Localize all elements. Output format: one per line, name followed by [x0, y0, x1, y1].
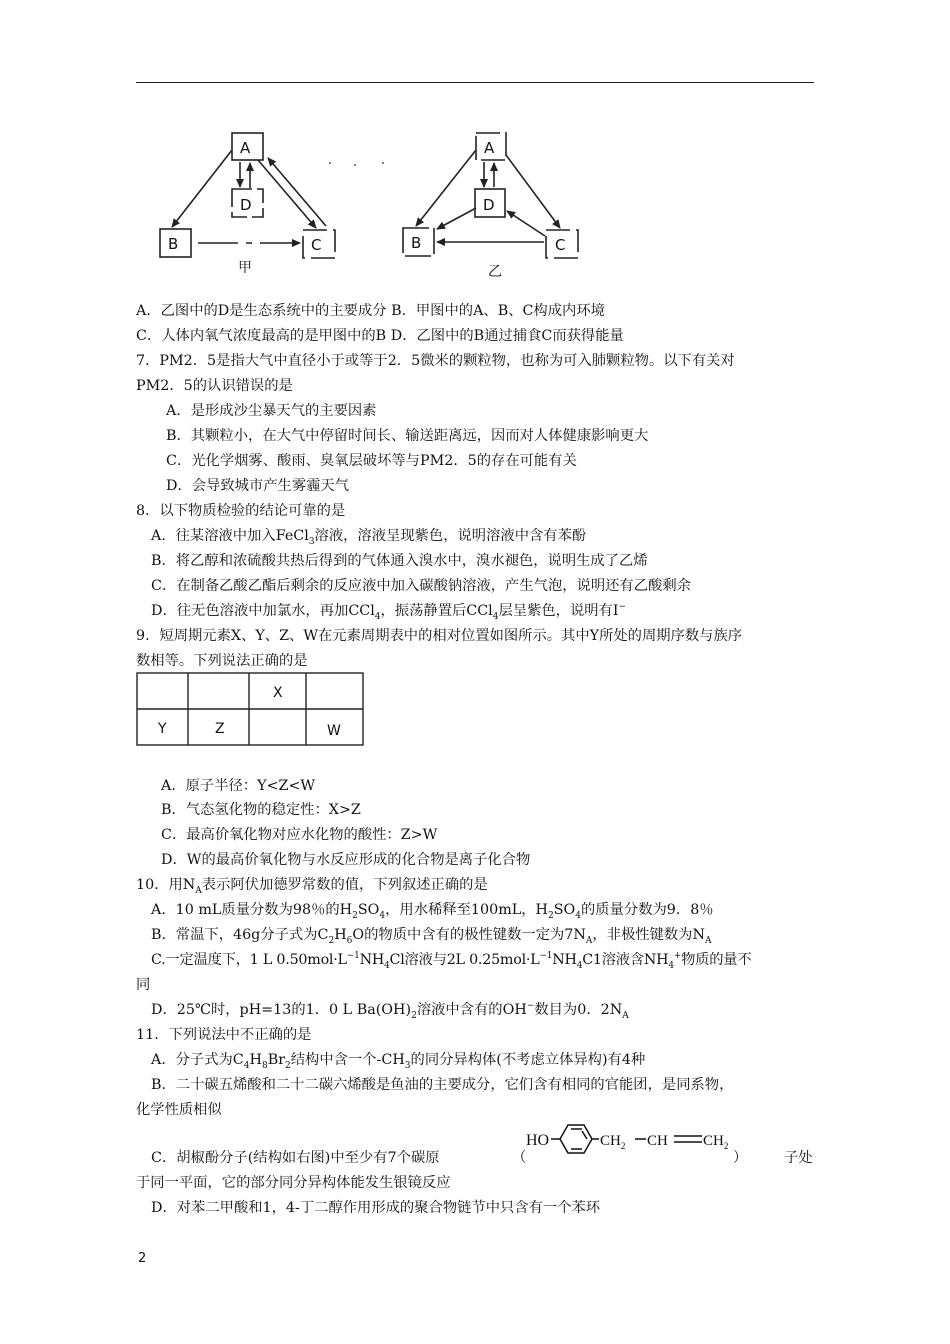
q8-option-a: A．往某溶液中加入FeCl$_3$溶液，溶液呈现紫色，说明溶液中含有苯酚 [151, 528, 587, 547]
q11-option-b-line2: 化学性质相似 [136, 1102, 222, 1118]
q10-option-c-wrap: 同 [136, 977, 151, 993]
benzene-ring-icon [551, 1125, 702, 1153]
body-fluid-diagrams [0, 0, 950, 300]
q6-options-cd: C．人体内氧气浓度最高的是甲图中的B D．乙图中的B通过捕食C而获得能量 [136, 328, 624, 344]
mol-ch2-a: $CH_2$ [600, 1133, 626, 1151]
jia-label-b: B [168, 235, 179, 253]
chavicol-structure [525, 1120, 740, 1162]
q11-c-paren-right: ） [733, 1150, 748, 1166]
q9-stem-line2: 数相等。下列说法正确的是 [136, 653, 308, 669]
jia-label-a: A [240, 139, 251, 157]
q7-stem-line2: PM2．5的认识错误的是 [136, 378, 293, 394]
page-number: 2 [138, 1251, 147, 1266]
q10-option-d: D．25℃时，pH=13的1．0 L $Ba(OH)_2$溶液中含有的OH−数目为0．$2N_A$ [151, 1001, 629, 1021]
q10-option-c: C.一定温度下，1 L $0.50mol\cdot L^{-1}NH_4Cl$溶液与2L $0.25mol\cdot L^{-1}NH_4C1$溶液含$NH_4^+$物质的量不 [151, 951, 752, 971]
q9-option-d: D．W的最高价氧化物与水反应形成的化合物是离子化合物 [161, 852, 531, 868]
q9-option-b: B．气态氢化物的稳定性：X>Z [161, 802, 361, 818]
q11-c-paren-left: （ [512, 1150, 527, 1166]
q6-options-ab: A．乙图中的D是生态系统中的主要成分 B．甲图中的A、B、C构成内环境 [136, 303, 605, 319]
yi-label-d: D [483, 196, 495, 214]
q11-c-tail: 子处 [784, 1150, 813, 1166]
jia-label-c: C [311, 236, 322, 254]
cell-x: X [273, 685, 283, 701]
q11-option-c-line2: 于同一平面，它的部分同分异构体能发生银镜反应 [136, 1175, 451, 1191]
yi-label-b: B [411, 234, 422, 252]
q11-stem: 11．下列说法中不正确的是 [136, 1027, 312, 1043]
q10-option-b: B．常温下，46g分子式为$C_2H_6O$的物质中含有的极性键数一定为$7N_A$，非极性键数为$N_A$ [151, 927, 712, 946]
q11-option-b-line1: B．二十碳五烯酸和二十二碳六烯酸是鱼油的主要成分，它们含有相同的官能团，是同系物， [151, 1077, 734, 1093]
cell-y: Y [158, 721, 167, 737]
scan-specks [329, 162, 384, 166]
q8-option-c: C．在制备乙酸乙酯后剩余的反应液中加入碳酸钠溶液，产生气泡，说明还有乙酸剩余 [151, 578, 691, 594]
q9-stem-line1: 9．短周期元素X、Y、Z、W在元素周期表中的相对位置如图所示。其中Y所处的周期序数与族序 [136, 628, 743, 644]
mol-ch: CH [647, 1133, 668, 1149]
q11-option-a: A．分子式为$C_4H_8Br_2$结构中含一个$-CH_3$的同分异构体(不考虑立体异构)有4种 [151, 1052, 646, 1071]
q9-option-c: C．最高价氧化物对应水化物的酸性：Z>W [161, 827, 438, 843]
q8-option-b: B．将乙醇和浓硫酸共热后得到的气体通入溴水中，溴水褪色，说明生成了乙烯 [151, 553, 648, 569]
mol-ch2-b: $CH_2$ [703, 1133, 729, 1151]
q7-option-b: B．其颗粒小，在大气中停留时间长、输送距离远，因而对人体健康影响更大 [166, 428, 649, 444]
periodic-table-fragment [136, 672, 366, 748]
q7-stem-line1: 7．PM2．5是指大气中直径小于或等于2．5微米的颗粒物，也称为可入肺颗粒物。以下有关对 [136, 353, 735, 369]
q7-option-d: D．会导致城市产生雾霾天气 [166, 478, 350, 494]
q10-option-a: A．10 mL质量分数为98％的$H_2SO_4$，用水稀释至100mL，$H_2SO_4$的质量分数为9．8％ [151, 902, 714, 921]
q10-stem: 10．用$N_A$表示阿伏加德罗常数的值，下列叙述正确的是 [136, 877, 488, 896]
cell-z: Z [215, 721, 225, 737]
q8-stem: 8．以下物质检验的结论可靠的是 [136, 503, 346, 519]
q11-option-c-line1: C．胡椒酚分子(结构如右图)中至少有7个碳原 [151, 1150, 440, 1166]
q11-option-d: D．对苯二甲酸和1，4-丁二醇作用形成的聚合物链节中只含有一个苯环 [151, 1200, 601, 1216]
q7-option-a: A．是形成沙尘暴天气的主要因素 [166, 403, 377, 419]
jia-label-d: D [240, 196, 252, 214]
q7-option-c: C．光化学烟雾、酸雨、臭氧层破坏等与PM2．5的存在可能有关 [166, 453, 577, 469]
q8-option-d: D．往无色溶液中加氯水，再加CCl$_4$，振荡静置后CCl$_4$层呈紫色，说明有I− [151, 602, 627, 622]
yi-caption: 乙 [488, 264, 502, 280]
cell-w: W [327, 723, 341, 739]
q9-option-a: A．原子半径：Y<Z<W [161, 778, 316, 794]
jia-caption: 甲 [238, 260, 252, 276]
yi-label-c: C [555, 236, 566, 254]
mol-ho: HO [526, 1132, 550, 1149]
yi-label-a: A [484, 139, 495, 157]
